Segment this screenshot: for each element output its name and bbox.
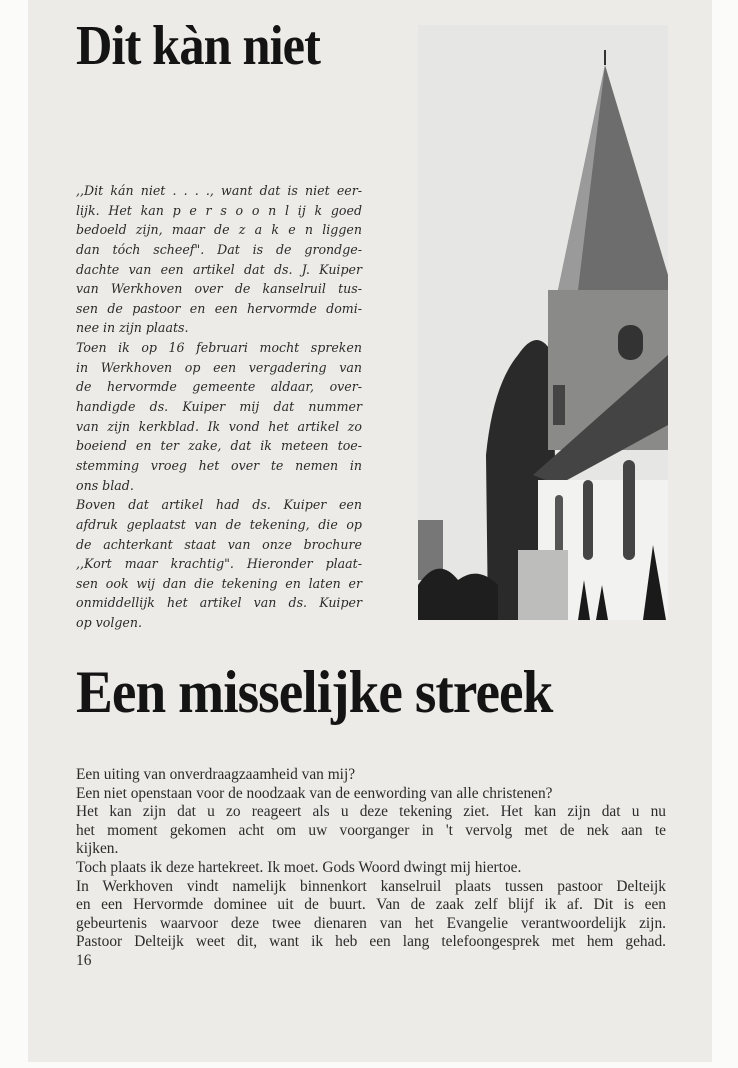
intro-line: van Werkhoven over de kanselruil tus- bbox=[76, 281, 362, 297]
intro-line: nee in zijn plaats. bbox=[76, 320, 189, 336]
intro-line: dachte van een artikel dat ds. J. Kuiper bbox=[76, 261, 362, 277]
intro-line: boeiend en ter zake, dat ik meteen toe- bbox=[76, 438, 362, 454]
article-title-2: Een misselijke streek bbox=[76, 659, 553, 725]
body-line: Pastoor Delteijk weet dit, want ik heb een lang telefoongesprek met hem gehad. bbox=[76, 933, 666, 951]
intro-line: onmiddellijk het artikel van ds. Kuiper bbox=[76, 595, 362, 611]
intro-line: ons blad. bbox=[76, 477, 134, 493]
body-line: Toch plaats ik deze hartekreet. Ik moet. Gods Woord dwingt mij hiertoe. bbox=[76, 858, 522, 876]
intro-line: in Werkhoven op een vergadering van bbox=[76, 359, 362, 375]
page-number: 16 bbox=[76, 951, 92, 969]
intro-line: lijk. Het kan p e r s o o n l ij k goed bbox=[76, 202, 362, 218]
article-title: Dit kàn niet bbox=[76, 15, 321, 77]
intro-line: handigde ds. Kuiper mij dat nummer bbox=[76, 399, 362, 415]
intro-line: Boven dat artikel had ds. Kuiper een bbox=[76, 497, 362, 513]
intro-line: ,,Dit kán niet . . . ., want dat is niet eer- bbox=[76, 183, 362, 198]
body-line: Een niet openstaan voor de noodzaak van de eenwording van alle christenen? bbox=[76, 784, 553, 802]
intro-line: afdruk geplaatst van de tekening, die op bbox=[76, 516, 362, 532]
intro-column bbox=[76, 181, 362, 633]
intro-line: Toen ik op 16 februari mocht spreken bbox=[76, 340, 362, 356]
body-line: In Werkhoven vindt namelijk binnenkort kanselruil plaats tussen pastoor Delteijk bbox=[76, 877, 666, 895]
body-line: kijken. bbox=[76, 840, 119, 858]
intro-line: dan tóch scheef". Dat is de grondge- bbox=[76, 241, 362, 257]
intro-line: bedoeld zijn, maar de z a k e n liggen bbox=[76, 222, 362, 238]
article-body bbox=[76, 766, 666, 971]
intro-line: stemming vroeg het over te nemen in bbox=[76, 457, 362, 473]
intro-line: de achterkant staat van onze brochure bbox=[76, 536, 362, 552]
body-line: en een Hervormde dominee uit de buurt. Van de zaak zelf blijf ik af. Dit is een bbox=[76, 896, 666, 914]
intro-line: van zijn kerkblad. Ik vond het artikel zo bbox=[76, 418, 362, 434]
intro-line: ,,Kort maar krachtig". Hieronder plaat- bbox=[76, 556, 362, 572]
body-line: Het kan zijn dat u zo reageert als u deze tekening ziet. Het kan zijn dat u nu bbox=[76, 803, 666, 821]
intro-line: sen de pastoor en een hervormde domi- bbox=[76, 300, 362, 316]
body-line: het moment gekomen acht om uw voorganger in 't vervolg met de nek aan te bbox=[76, 821, 666, 839]
body-line: Een uiting van onverdraagzaamheid van mij? bbox=[76, 766, 356, 783]
intro-line: sen ook wij dan die tekening en laten er bbox=[76, 575, 362, 591]
church-photo bbox=[418, 25, 668, 620]
intro-line: op volgen. bbox=[76, 615, 143, 631]
body-line: gebeurtenis waarvoor deze twee dienaren van het Evangelie verantwoordelijk zijn. bbox=[76, 914, 666, 932]
intro-line: de hervormde gemeente aldaar, over- bbox=[76, 379, 362, 395]
